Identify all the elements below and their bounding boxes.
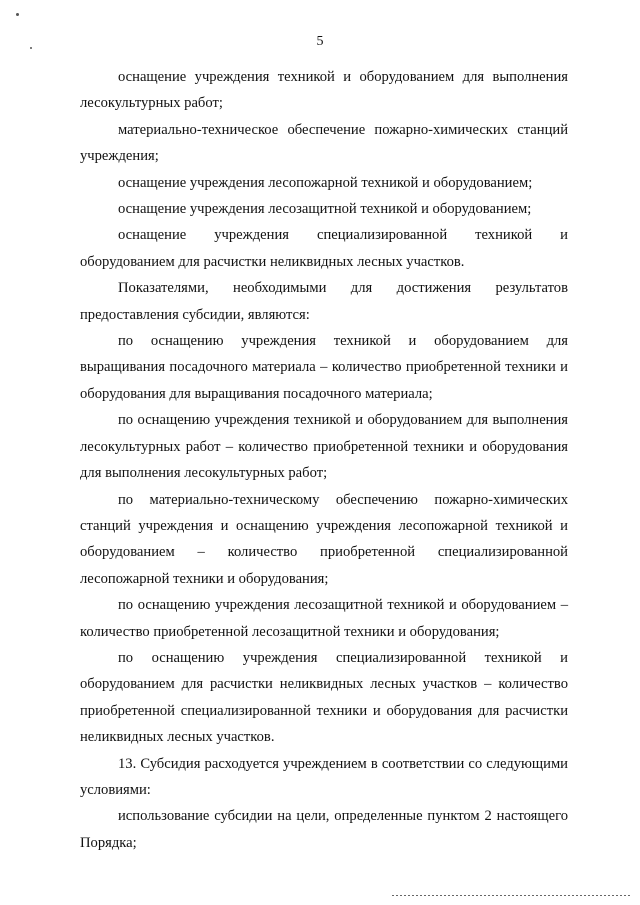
- page-number: 5: [316, 34, 324, 49]
- paragraph: по оснащению учреждения специализированной техникой и оборудованием для расчистки неликвидных лесных участков – количество приобретенной специализированной техники и оборудования для расчистки неликвидных лесных участков.: [80, 649, 568, 746]
- paragraph: оснащение учреждения техникой и оборудованием для выполнения лесокультурных работ;: [80, 69, 568, 112]
- paragraph: Показателями, необходимыми для достижения результатов предоставления субсидии, являются:: [80, 280, 568, 323]
- paragraph: использование субсидии на цели, определенные пунктом 2 настоящего Порядка;: [80, 808, 568, 851]
- paragraph: 13. Субсидия расходуется учреждением в соответствии со следующими условиями:: [80, 755, 568, 798]
- scan-speck: [16, 13, 19, 16]
- scan-edge-line: [392, 895, 632, 896]
- paragraph: по оснащению учреждения техникой и оборудованием для выращивания посадочного материала – количество приобретенной техники и оборудования для выращивания посадочного материала;: [80, 333, 568, 402]
- paragraph: по материально-техническому обеспечению пожарно-химических станций учреждения и оснащению учреждения лесопожарной техникой и оборудованием – количество приобретенной специализированной лесопожарной техники и оборудования;: [80, 491, 568, 587]
- paragraph: оснащение учреждения лесозащитной техникой и оборудованием;: [118, 201, 532, 218]
- paragraph: материально-техническое обеспечение пожарно-химических станций учреждения;: [80, 121, 568, 165]
- paragraph: оснащение учреждения специализированной техникой и оборудованием для расчистки неликвидных лесных участков.: [80, 227, 568, 270]
- document-body: [80, 64, 568, 856]
- paragraph: по оснащению учреждения техникой и оборудованием для выполнения лесокультурных работ – количество приобретенной техники и оборудования для выполнения лесокультурных работ;: [80, 412, 568, 482]
- paragraph: оснащение учреждения лесопожарной техникой и оборудованием;: [118, 174, 533, 191]
- paragraph: по оснащению учреждения лесозащитной техникой и оборудованием – количество приобретенной лесозащитной техники и оборудования;: [80, 597, 568, 640]
